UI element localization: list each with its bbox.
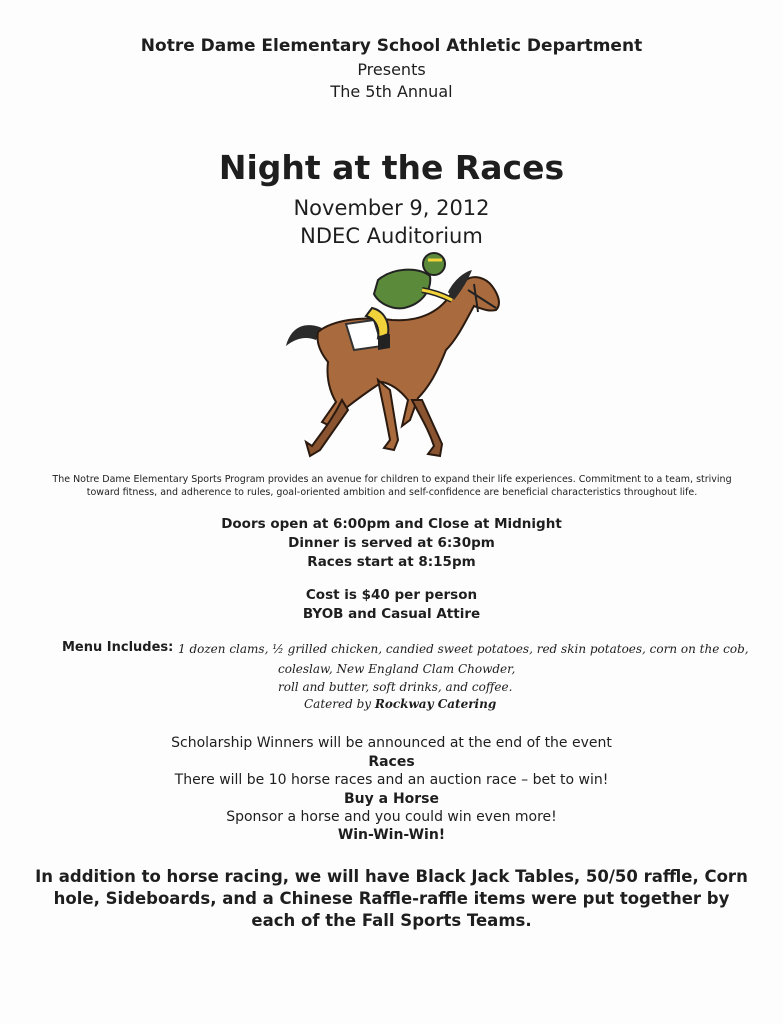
program-mission-text: The Notre Dame Elementary Sports Program provides an avenue for children to expand their life experiences. Commitment to a team, striving toward fitness, and adherence to rules, goal-oriented ambition and self-confidence are beneficial characteristics throughout life. [52, 474, 732, 498]
catered-prefix: Catered by [304, 697, 375, 711]
catered-by-line [304, 697, 496, 711]
racehorse-with-jockey-icon [282, 250, 507, 475]
menu-line-2: coleslaw, New England Clam Chowder, [278, 662, 516, 676]
buy-horse-text: Sponsor a horse and you could win even more! [226, 809, 557, 825]
races-heading: Races [368, 754, 415, 770]
scholarship-line: Scholarship Winners will be announced at the end of the event [171, 735, 612, 751]
menu-line-3: roll and butter, soft drinks, and coffee. [278, 680, 513, 694]
caterer-name: Rockway Catering [374, 697, 497, 711]
races-time: Races start at 8:15pm [307, 554, 476, 570]
additional-activities: In addition to horse racing, we will have Black Jack Tables, 50/50 raffle, Corn hole, Sideboards, and a Chinese Raffle-raffle items were put together by each of the Fall Sports Teams. [35, 867, 748, 930]
department-heading: Notre Dame Elementary School Athletic Department [140, 36, 643, 56]
buy-horse-heading: Buy a Horse [343, 791, 440, 807]
annual-line: The 5th Annual [330, 82, 453, 101]
menu-label: Menu Includes: [62, 640, 174, 655]
attire-line: BYOB and Casual Attire [302, 606, 481, 622]
cost-line: Cost is $40 per person [305, 587, 478, 603]
event-venue: NDEC Auditorium [300, 224, 483, 248]
presents-line: Presents [357, 60, 426, 79]
event-title: Night at the Races [218, 148, 565, 187]
dinner-time: Dinner is served at 6:30pm [288, 535, 495, 551]
doors-time: Doors open at 6:00pm and Close at Midnight [221, 516, 562, 532]
menu-line-1: 1 dozen clams, ½ grilled chicken, candied sweet potatoes, red skin potatoes, corn on the cob, [178, 642, 749, 656]
races-text: There will be 10 horse races and an auction race – bet to win! [174, 772, 609, 788]
win-line: Win-Win-Win! [337, 827, 446, 843]
event-date: November 9, 2012 [293, 196, 490, 220]
